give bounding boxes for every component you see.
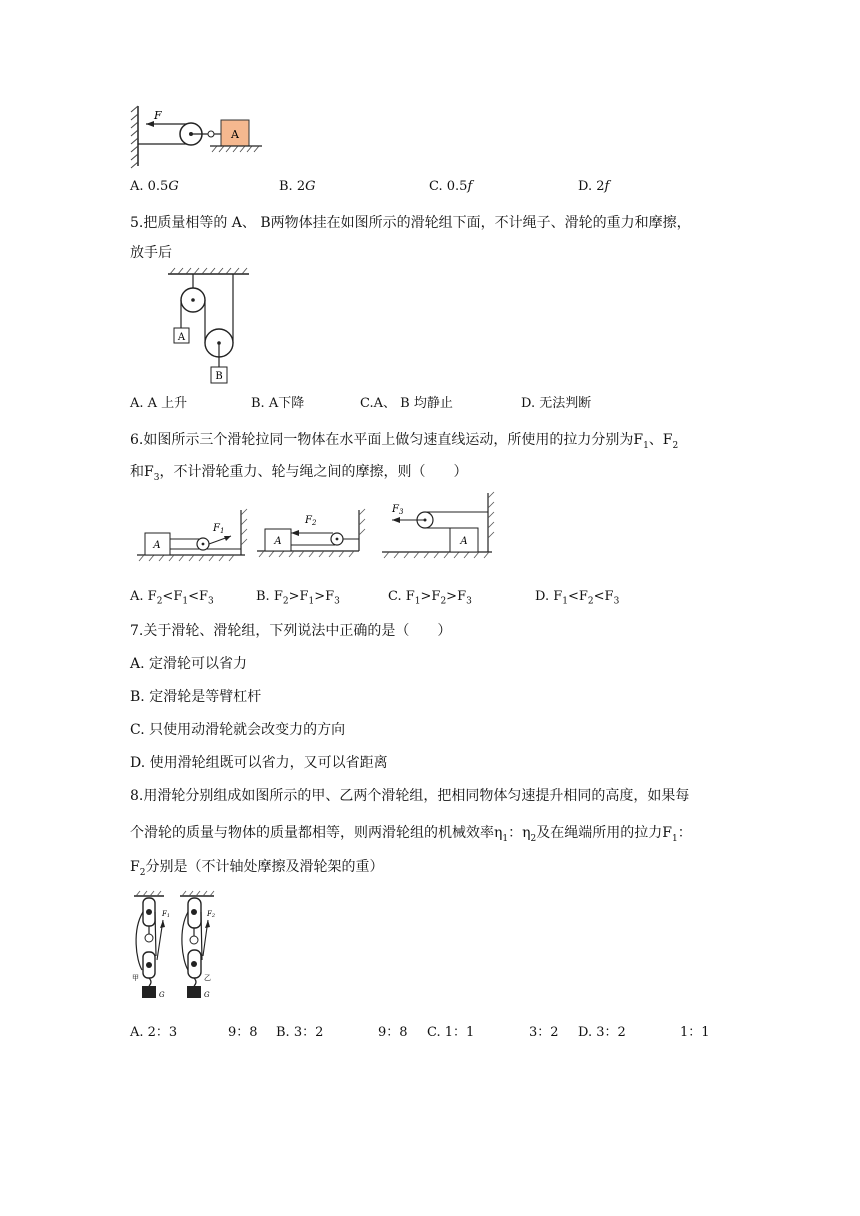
- svg-text:F3: $F_3$: [392, 504, 404, 516]
- q8-stem-line1: 8.用滑轮分别组成如图所示的甲、乙两个滑轮组，把相同物体匀速提升相同的高度，如果每: [130, 788, 690, 804]
- q5-option-a: A. A 上升: [130, 396, 188, 411]
- q5-stem-line2: 放手后: [130, 245, 172, 261]
- svg-text:F2: $F_2$: [305, 515, 317, 527]
- svg-text:G: G: [159, 991, 165, 999]
- q6-figure-1: [135, 505, 250, 565]
- q5-stem-line1: 5.把质量相等的 A、 B两物体挂在如图所示的滑轮组下面，不计绳子、滑轮的重力和摩擦，: [130, 215, 691, 231]
- svg-text:A: A: [231, 128, 239, 141]
- svg-text:B: B: [215, 371, 223, 382]
- q8-option-d-force: 1：1: [680, 1025, 710, 1040]
- q7-option-a: A. 定滑轮可以省力: [130, 656, 248, 672]
- q4-option-c: C. 0.5f: [429, 179, 473, 194]
- q8-stem-line3: $F_2$分别是（不计轴处摩擦及滑轮架的重）: [130, 859, 384, 878]
- svg-text:A: A: [460, 536, 468, 547]
- q8-option-b-force: 9：8: [378, 1025, 408, 1040]
- q5-option-d: D. 无法判断: [521, 396, 592, 411]
- q6-stem-line1: 6.如图所示三个滑轮拉同一物体在水平面上做匀速直线运动，所使用的拉力分别为$F_1$、$F_2$: [130, 432, 679, 451]
- q8-option-a-force: 9：8: [228, 1025, 258, 1040]
- q7-option-d: D. 使用滑轮组既可以省力，又可以省距离: [130, 755, 388, 771]
- q4-option-a: A. 0.5G: [130, 179, 179, 194]
- q5-option-c: C.A、 B 均静止: [360, 396, 453, 411]
- svg-text:F2: F2: [207, 910, 216, 919]
- q8-option-b: B. 3：2: [276, 1025, 324, 1040]
- svg-text:A: A: [153, 540, 161, 551]
- q6-option-c: C. $F_1>F_2>F_3$: [388, 589, 472, 607]
- q7-stem: 7.关于滑轮、滑轮组，下列说法中正确的是（ ）: [130, 623, 452, 639]
- q7-option-c: C. 只使用动滑轮就会改变力的方向: [130, 722, 346, 738]
- q6-figure-3: [380, 490, 505, 565]
- q4-figure: [128, 100, 268, 170]
- q8-option-a: A. 2：3: [130, 1025, 178, 1040]
- svg-text:F: F: [154, 109, 162, 122]
- svg-text:甲: 甲: [132, 974, 139, 982]
- q6-option-d: D. $F_1<F_2<F_3$: [535, 589, 620, 607]
- svg-text:乙: 乙: [204, 974, 211, 982]
- svg-text:F1: F1: [162, 910, 171, 919]
- q8-option-c: C. 1：1: [427, 1025, 475, 1040]
- q8-figure: [128, 890, 228, 1005]
- q5-figure: [165, 268, 255, 388]
- q8-option-d: D. 3：2: [578, 1025, 626, 1040]
- svg-text:A: A: [177, 332, 186, 343]
- q4-option-b: B. 2G: [279, 179, 316, 194]
- q8-stem-line2: 个滑轮的质量与物体的质量都相等，则两滑轮组的机械效率$\eta_1$：$\eta_2$及在绳端所用的拉力$F_1$：: [130, 825, 692, 844]
- q6-option-b: B. $F_2>F_1>F_3$: [256, 589, 340, 607]
- q6-stem-line2: 和$F_3$，不计滑轮重力、轮与绳之间的摩擦，则（ ）: [130, 464, 468, 483]
- q6-option-a: A. $F_2<F_1<F_3$: [130, 589, 214, 607]
- q4-option-d: D. 2f: [578, 179, 610, 194]
- svg-text:A: A: [274, 536, 282, 547]
- svg-text:G: G: [204, 991, 210, 999]
- svg-text:F1: $F_1$: [213, 523, 225, 535]
- q6-figure-2: [255, 505, 365, 565]
- q8-option-c-force: 3：2: [529, 1025, 559, 1040]
- q7-option-b: B. 定滑轮是等臂杠杆: [130, 689, 262, 705]
- q5-option-b: B. A下降: [251, 396, 305, 411]
